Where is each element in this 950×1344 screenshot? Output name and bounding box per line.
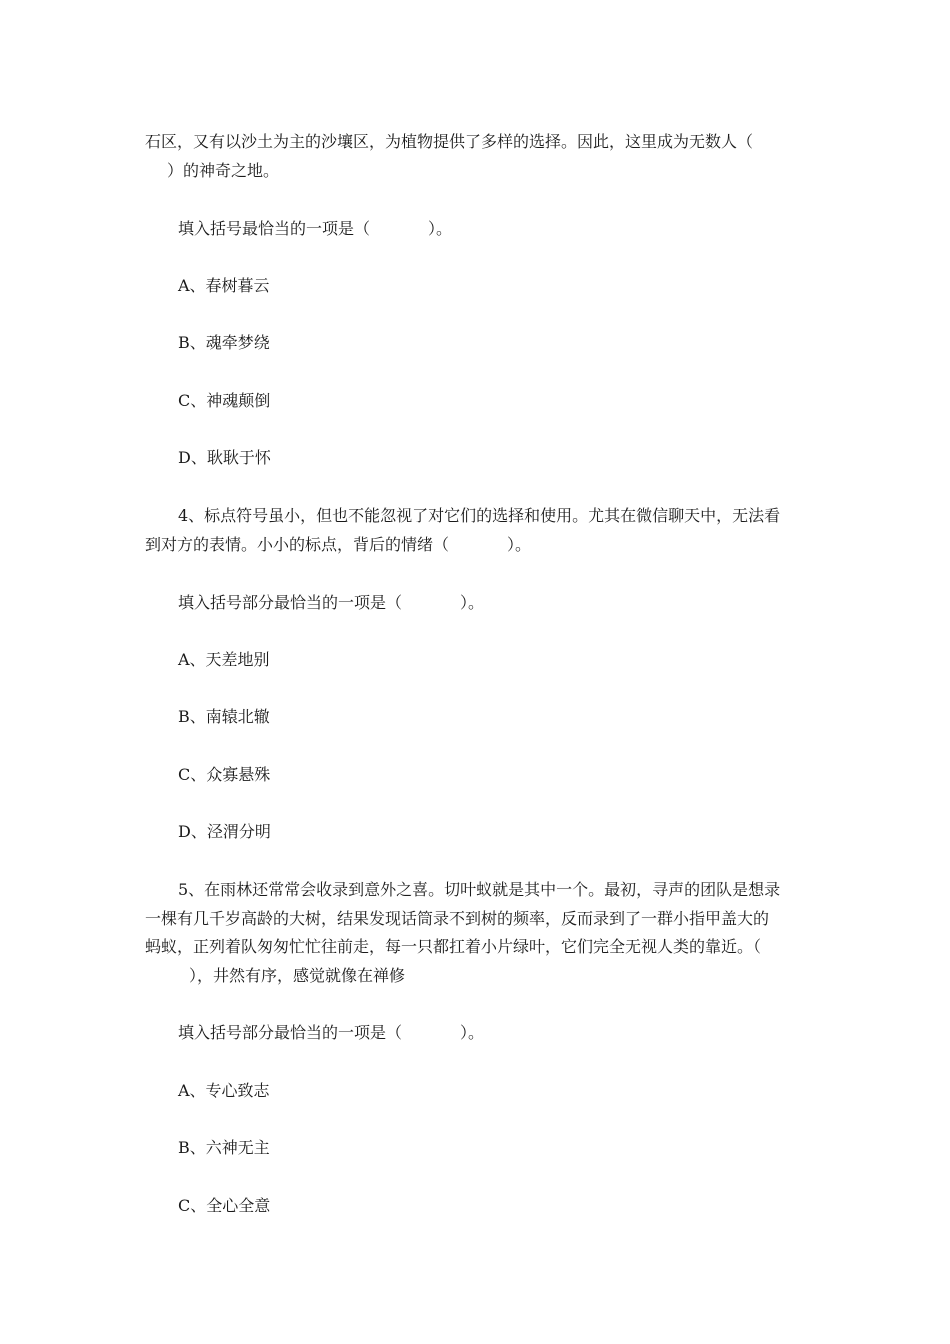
q5-stem-line4 bbox=[145, 965, 810, 987]
q4-option-b: B、南辕北辙 bbox=[178, 707, 270, 726]
q3-prompt-end: ）。 bbox=[428, 219, 453, 238]
q5-stem-line4-text: ），井然有序，感觉就像在禅修 bbox=[189, 966, 406, 985]
q4-stem-line1: 4、标点符号虽小，但也不能忽视了对它们的选择和使用。尤其在微信聊天中，无法看 bbox=[178, 506, 781, 525]
q5-option-c: C、全心全意 bbox=[178, 1196, 271, 1215]
q3-option-d: D、耿耿于怀 bbox=[178, 448, 271, 467]
q3-continuation-line2 bbox=[145, 160, 810, 182]
q3-prompt-start: 填入括号最恰当的一项是（ bbox=[178, 219, 371, 238]
q4-option-a: A、天差地别 bbox=[178, 650, 270, 669]
q3-option-a: A、春树暮云 bbox=[178, 276, 270, 295]
q4-prompt-start: 填入括号部分最恰当的一项是（ bbox=[178, 593, 403, 612]
q5-stem-line1: 5、在雨林还常常会收录到意外之喜。切叶蚁就是其中一个。最初，寻声的团队是想录 bbox=[178, 880, 781, 899]
q3-option-c: C、神魂颠倒 bbox=[178, 391, 271, 410]
q3-prompt bbox=[178, 218, 843, 240]
q3-continuation-line1: 石区，又有以沙土为主的沙壤区，为植物提供了多样的选择。因此，这里成为无数人（ bbox=[145, 132, 754, 151]
q5-prompt-end: ）。 bbox=[460, 1023, 485, 1042]
q3-option-b: B、魂牵梦绕 bbox=[178, 333, 270, 352]
q4-stem-line2-start: 到对方的表情。小小的标点，背后的情绪（ bbox=[145, 535, 450, 554]
q5-option-a: A、专心致志 bbox=[178, 1081, 270, 1100]
q3-continuation-line2-text: ）的神奇之地。 bbox=[167, 161, 280, 180]
q4-stem-line2 bbox=[145, 534, 810, 556]
q5-prompt-start: 填入括号部分最恰当的一项是（ bbox=[178, 1023, 403, 1042]
q5-stem-line3: 蚂蚁，正列着队匆匆忙忙往前走，每一只都扛着小片绿叶，它们完全无视人类的靠近。（ bbox=[145, 937, 762, 956]
q5-stem-line2: 一棵有几千岁高龄的大树，结果发现话筒录不到树的频率，反而录到了一群小指甲盖大的 bbox=[145, 909, 770, 928]
q4-option-c: C、众寡悬殊 bbox=[178, 765, 271, 784]
q5-option-b: B、六神无主 bbox=[178, 1138, 270, 1157]
q4-prompt-end: ）。 bbox=[460, 593, 485, 612]
q4-prompt bbox=[178, 592, 843, 614]
q4-option-d: D、泾渭分明 bbox=[178, 822, 271, 841]
q5-prompt bbox=[178, 1022, 843, 1044]
q4-stem-line2-end: ）。 bbox=[507, 535, 532, 554]
